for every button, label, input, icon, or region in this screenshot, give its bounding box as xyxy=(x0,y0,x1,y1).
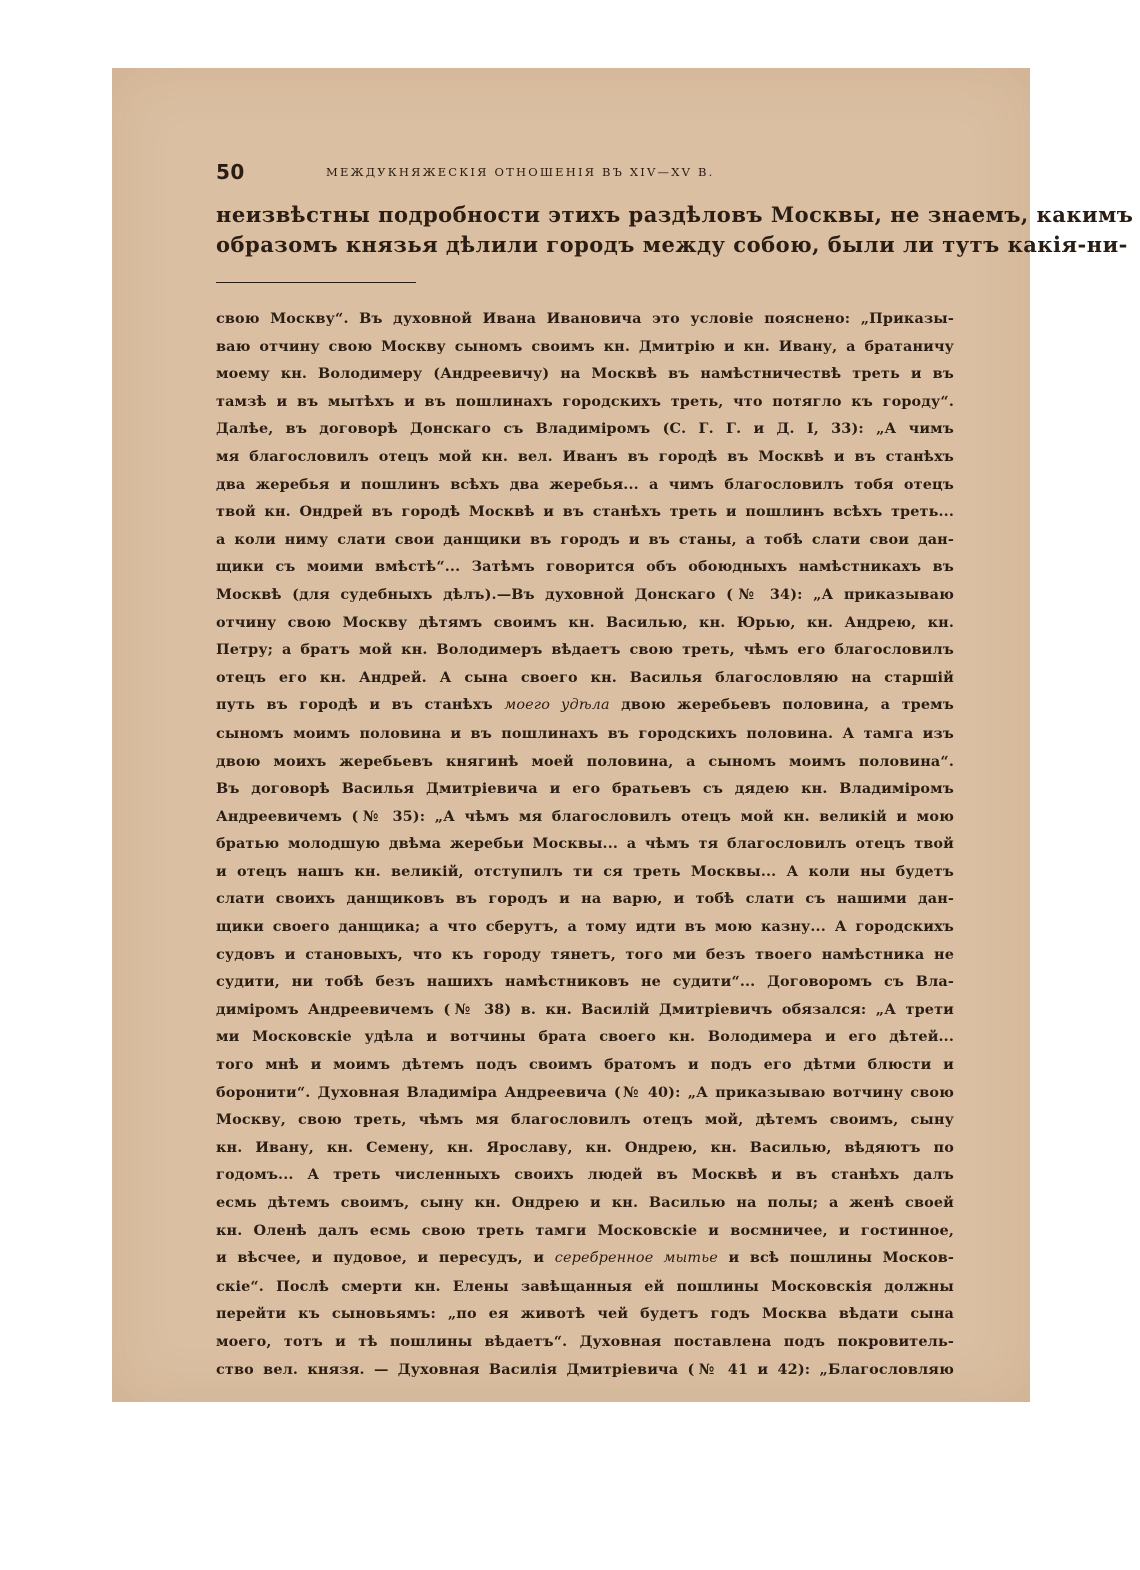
footnote-line: отчину свою Москву дѣтямъ своимъ кн. Василью, кн. Юрью, кн. Андрею, кн. xyxy=(216,613,954,631)
footnote-line: кн. Ивану, кн. Семену, кн. Ярославу, кн. Ондрею, кн. Василью, вѣдяютъ по xyxy=(216,1138,954,1156)
footnote-line: двою моихъ жеребьевъ княгинѣ моей половина, а сыномъ моимъ половина“. xyxy=(216,752,954,770)
footnote-line: моего, тотъ и тѣ пошлины вѣдаетъ“. Духовная поставлена подъ покровитель- xyxy=(216,1332,954,1350)
footnote-line-with-italic xyxy=(216,1244,954,1273)
footnote-line: ми Московскіе удѣла и вотчины брата своего кн. Володимера и его дѣтей... xyxy=(216,1028,954,1046)
footnote-divider xyxy=(216,282,416,283)
footnote-line: судовъ и становыхъ, что къ городу тянетъ, того ми безъ твоего намѣстника не xyxy=(216,945,954,963)
footnote-fragment: путь въ городѣ и въ станѣхъ xyxy=(216,696,505,714)
footnote-line: щики своего данщика; а что сберутъ, а тому идти въ мою казну... А городскихъ xyxy=(216,918,954,936)
footnote-line: сыномъ моимъ половина и въ пошлинахъ въ городскихъ половина. А тамга изъ xyxy=(216,724,954,742)
footnote-line: щики съ моими вмѣстѣ“... Затѣмъ говорится объ обоюдныхъ намѣстникахъ въ xyxy=(216,558,954,576)
footnote-line: того мнѣ и моимъ дѣтемъ подъ своимъ братомъ и подъ его дѣтми блюсти и xyxy=(216,1056,954,1074)
footnote-line: и отецъ нашъ кн. великій, отступилъ ти ся треть Москвы... А коли ны будетъ xyxy=(216,862,954,880)
footnote-line: кн. Оленѣ далъ есмь свою треть тамги Московскіе и восмничее, и гостинное, xyxy=(216,1221,954,1239)
footnote-line: судити, ни тобѣ безъ нашихъ намѣстниковъ не судити“... Договоромъ съ Вла- xyxy=(216,973,954,991)
main-text-line: образомъ князья дѣлили городъ между собою, были ли тутъ какія-ни- xyxy=(216,232,1128,257)
footnote-line: отецъ его кн. Андрей. А сына своего кн. Василья благословляю на старшій xyxy=(216,668,954,686)
footnote-line: боронити“. Духовная Владиміра Андреевича (№ 40): „А приказываю вотчину свою xyxy=(216,1083,954,1101)
italic-moego-udela: моего удѣла xyxy=(504,697,610,714)
footnote-line: свою Москву“. Въ духовной Ивана Ивановича это условіе пояснено: „Приказы- xyxy=(216,310,954,327)
italic-serebrennoe: серебренное мытье xyxy=(554,1250,718,1267)
footnote-line: диміромъ Андреевичемъ (№ 38) в. кн. Василій Дмитріевичъ обязался: „А трети xyxy=(216,1000,954,1018)
footnote-line: перейти къ сыновьямъ: „по ея животѣ чей будетъ годъ Москва вѣдати сына xyxy=(216,1305,954,1323)
main-text xyxy=(216,200,1134,260)
footnote-line: а коли ниму слати свои данщики въ городъ и въ станы, а тобѣ слати свои дан- xyxy=(216,530,954,548)
footnote-line: твой кн. Ондрей въ городѣ Москвѣ и въ станѣхъ треть и пошлинъ всѣхъ треть... xyxy=(216,503,954,521)
footnote-line: моему кн. Володимеру (Андреевичу) на Москвѣ въ намѣстничествѣ треть и въ xyxy=(216,365,954,383)
main-text-line: неизвѣстны подробности этихъ раздѣловъ Москвы, не знаемъ, какимъ xyxy=(216,202,1134,227)
footnote-fragment: двою жеребьевъ половина, а тремъ xyxy=(621,696,954,714)
footnote-line-with-italic xyxy=(216,691,954,720)
footnote-line: ваю отчину свою Москву сыномъ своимъ кн. Дмитрію и кн. Ивану, а братаничу xyxy=(216,337,954,355)
footnote-line: братью молодшую двѣма жеребьи Москвы... а чѣмъ тя благословилъ отецъ твой xyxy=(216,835,954,853)
footnote-line: Москву, свою треть, чѣмъ мя благословилъ отецъ мой, дѣтемъ своимъ, сыну xyxy=(216,1111,954,1129)
footnote-fragment: и вѣсчее, и пудовое, и пересудъ, и xyxy=(216,1249,555,1267)
footnote-line: есмь дѣтемъ своимъ, сыну кн. Ондрею и кн. Василью на полы; а женѣ своей xyxy=(216,1194,954,1211)
scanned-page xyxy=(112,68,1134,1402)
footnote-line: скіе“. Послѣ смерти кн. Елены завѣщанныя ей пошлины Московскія должны xyxy=(216,1277,954,1295)
footnote-line: мя благословилъ отецъ мой кн. вел. Иванъ въ городѣ въ Москвѣ и въ станѣхъ xyxy=(216,447,954,465)
running-head xyxy=(216,160,954,190)
footnote-line: слати своихъ данщиковъ въ городъ и на варю, и тобѣ слати съ нашими дан- xyxy=(216,890,954,908)
footnote-line: Въ договорѣ Василья Дмитріевича и его братьевъ съ дядею кн. Владиміромъ xyxy=(216,780,954,798)
footnote-line: ство вел. князя. — Духовная Василія Дмитріевича (№ 41 и 42): „Благословляю xyxy=(216,1360,954,1378)
footnote-line: тамзѣ и въ мытѣхъ и въ пошлинахъ городскихъ треть, что потягло къ городу“. xyxy=(216,392,954,410)
footnote-line: Далѣе, въ договорѣ Донскаго съ Владиміромъ (С. Г. Г. и Д. I, 33): „А чимъ xyxy=(216,420,954,438)
page-content xyxy=(216,160,1134,1383)
footnote-line: Москвѣ (для судебныхъ дѣлъ).—Въ духовной Донскаго (№ 34): „А приказываю xyxy=(216,585,954,603)
running-title: МЕЖДУКНЯЖЕСКІЯ ОТНОШЕНІЯ ВЪ XIV—XV В. xyxy=(326,165,715,179)
footnote-fragment: и всѣ пошлины Москов- xyxy=(728,1249,954,1267)
footnote-line: Андреевичемъ (№ 35): „А чѣмъ мя благословилъ отецъ мой кн. великій и мою xyxy=(216,807,954,825)
footnote-line: два жеребья и пошлинъ всѣхъ два жеребья... а чимъ благословилъ тобя отецъ xyxy=(216,475,954,493)
footnote-line: Петру; а братъ мой кн. Володимеръ вѣдаетъ свою треть, чѣмъ его благословилъ xyxy=(216,641,954,659)
footnote xyxy=(216,305,954,1383)
page-number: 50 xyxy=(216,160,245,184)
footnote-line: годомъ... А треть численныхъ своихъ людей въ Москвѣ и въ станѣхъ далъ xyxy=(216,1166,954,1184)
